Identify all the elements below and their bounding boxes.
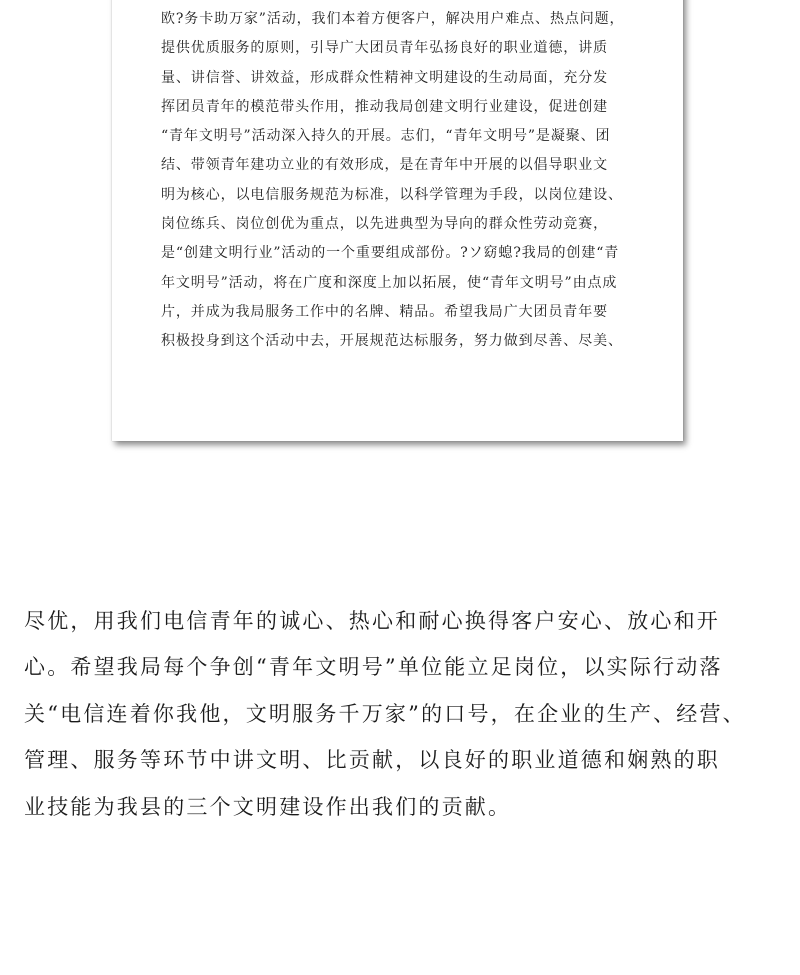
document-line: 量、讲信誉、讲效益，形成群众性精神文明建设的生动局面，充分发 <box>161 69 608 86</box>
body-paragraph <box>24 598 794 830</box>
document-line: 欧?务卡助万家”活动，我们本着方便客户，解决用户难点、热点问题， <box>161 11 625 27</box>
document-line: 是“创建文明行业”活动的一个重要组成部份。?ソ窈螅?我局的创建“青 <box>161 245 620 262</box>
document-line: 片，并成为我局服务工作中的名牌、精品。希望我局广大团员青年要 <box>161 303 608 320</box>
document-line: 明为核心，以电信服务规范为标准，以科学管理为手段，以岗位建设、 <box>161 186 623 203</box>
body-line: 管理、服务等环节中讲文明、比贡献，以良好的职业道德和娴熟的职 <box>24 748 720 773</box>
document-line: 提供优质服务的原则，引导广大团员青年弘扬良好的职业道德，讲质 <box>161 40 608 57</box>
document-line: 积极投身到这个活动中去，开展规范达标服务，努力做到尽善、尽美、 <box>161 333 623 350</box>
document-line: 年文明号”活动，将在广度和深度上加以拓展，使“青年文明号”由点成 <box>161 274 618 291</box>
document-page-preview <box>112 0 683 441</box>
body-line: 尽优，用我们电信青年的诚心、热心和耐心换得客户安心、放心和开 <box>24 609 720 633</box>
body-line: 关“电信连着你我他，文明服务千万家”的口号，在企业的生产、经营、 <box>24 701 746 726</box>
body-line: 业技能为我县的三个文明建设作出我们的贡献。 <box>24 794 512 819</box>
body-line: 心。希望我局每个争创“青年文明号”单位能立足岗位，以实际行动落 <box>24 655 723 680</box>
document-line: 岗位练兵、岗位创优为重点，以先进典型为导向的群众性劳动竞赛， <box>161 216 608 233</box>
document-line: 结、带领青年建功立业的有效形成，是在青年中开展的以倡导职业文 <box>161 157 608 174</box>
document-line: 挥团员青年的模范带头作用，推动我局创建文明行业建设，促进创建 <box>161 98 608 115</box>
document-line: “青年文明号”活动深入持久的开展。志们，“青年文明号”是凝聚、团 <box>161 128 611 145</box>
document-page-text <box>161 5 656 357</box>
